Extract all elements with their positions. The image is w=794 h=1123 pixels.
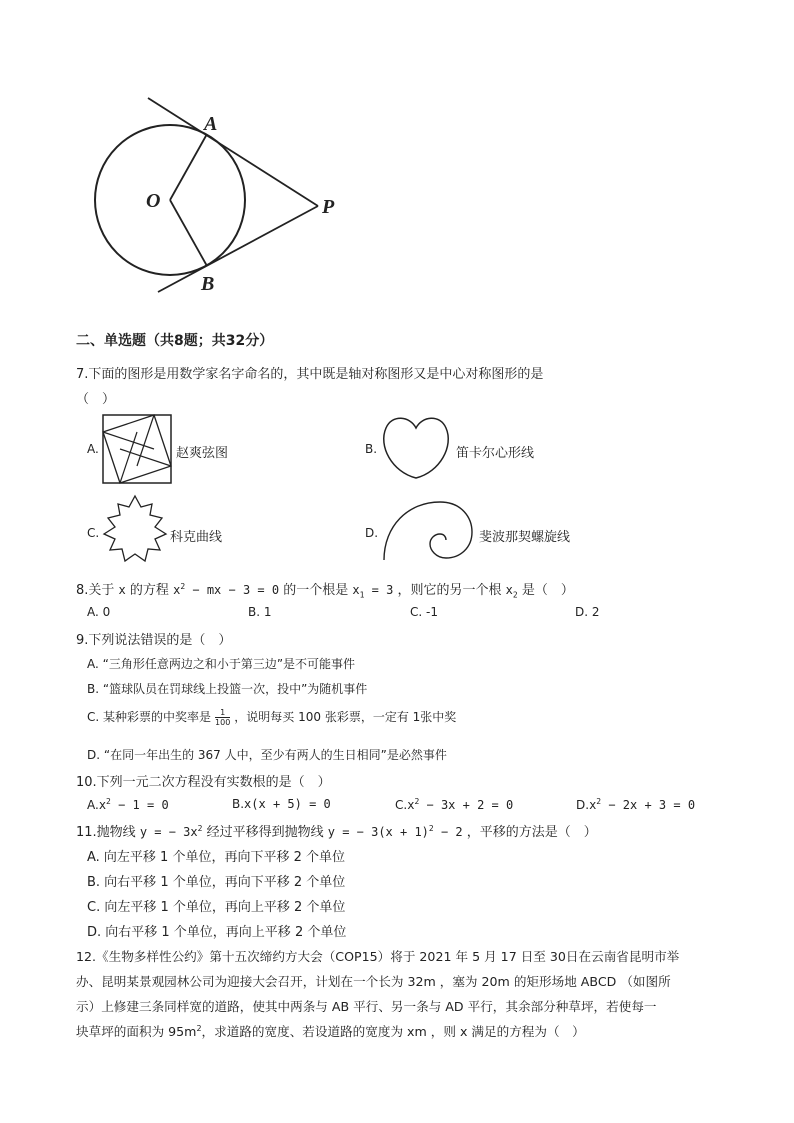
zhao-shuang-diagram-icon <box>102 414 172 484</box>
q9-option-c-post: ，说明每买 100 张彩票，一定有 1张中奖 <box>234 710 457 724</box>
q10-d-eq-a: x <box>589 798 597 812</box>
q12-line-3: 示）上修建三条同样宽的道路，使其中两条与 AB 平行、另一条与 AD 平行，其余部分种草坪，若使每一 <box>76 999 657 1014</box>
q10-c-eq-sup: 2 <box>414 797 420 806</box>
q8-stem-b: 的方程 <box>129 583 169 598</box>
cardioid-icon <box>380 414 452 480</box>
tangent-line-pa <box>148 98 318 206</box>
q10-a-eq-a: x <box>98 798 107 812</box>
q9-option-c <box>87 708 456 727</box>
q7-option-a-letter: A. <box>87 442 99 456</box>
radius-ob <box>170 200 207 266</box>
q11-stem-c: ，平移的方法是（ ） <box>466 825 597 840</box>
q10-stem: 10.下列一元二次方程没有实数根的是（ ） <box>76 775 331 790</box>
label-a: A <box>204 113 218 135</box>
q7-option-c-text: 科克曲线 <box>170 530 223 545</box>
tangent-figure <box>80 90 350 305</box>
q7-paren: （ ） <box>76 392 116 407</box>
q9-option-c-pre: C. 某种彩票的中奖率是 <box>87 710 212 724</box>
q12-line-4 <box>76 1021 585 1040</box>
q11-option-d: D. 向右平移 1 个单位，再向上平移 2 个单位 <box>87 925 347 940</box>
q11-stem-a: 11.抛物线 <box>76 825 136 840</box>
q10-option-c <box>395 797 513 812</box>
q9-fraction <box>215 708 230 727</box>
q8-eq-a: x <box>173 583 181 597</box>
q10-d-letter: D. <box>576 798 590 812</box>
label-p: P <box>322 196 335 218</box>
q10-a-eq-sup: 2 <box>106 797 111 806</box>
q12-line-4-sup: 2 <box>196 1023 202 1033</box>
q8-root-b: = 3 <box>364 583 394 597</box>
q8-option-a: A. 0 <box>87 605 111 619</box>
q8-option-b: B. 1 <box>248 605 272 619</box>
q12-line-4-a: 块草坪的面积为 95m <box>76 1024 197 1039</box>
q8-root <box>352 583 394 600</box>
q9-option-a: A. “三角形任意两边之和小于第三边”是不可能事件 <box>87 657 356 671</box>
q8-other-root <box>505 583 518 600</box>
q11-option-b: B. 向右平移 1 个单位，再向下平移 2 个单位 <box>87 875 346 890</box>
q11-eq2 <box>328 825 463 839</box>
q7-stem: 7.下面的图形是用数学家名字命名的，其中既是轴对称图形又是中心对称图形的是 <box>76 367 544 382</box>
q11-option-c: C. 向左平移 1 个单位，再向上平移 2 个单位 <box>87 900 346 915</box>
q8-option-d: D. 2 <box>575 605 600 619</box>
q10-d-eq-sup: 2 <box>596 797 602 806</box>
q8-other-a: x <box>505 583 513 597</box>
radius-oa <box>170 134 207 200</box>
tangent-line-pb <box>158 206 318 292</box>
q11-stem-b: 经过平移得到抛物线 <box>206 825 324 840</box>
q11-eq1-sup: 2 <box>197 824 203 833</box>
q8-stem-e: 是（ ） <box>521 583 574 598</box>
q9-fraction-num: 1 <box>215 708 230 718</box>
q11-eq1-a: y = − 3x <box>139 825 198 839</box>
q7-option-a-text: 赵爽弦图 <box>176 446 229 461</box>
q10-d-eq <box>589 798 695 812</box>
q8-equation <box>173 583 279 597</box>
q7-option-d-letter: D. <box>365 526 379 540</box>
q7-option-b-letter: B. <box>365 442 378 456</box>
q8-option-c: C. -1 <box>410 605 438 619</box>
q12-line-2: 办、昆明某景观园林公司为迎接大会召开，计划在一个长为 32m ，塞为 20m 的矩形场地 ABCD （如图所 <box>76 974 671 989</box>
q9-fraction-den: 100 <box>215 718 231 727</box>
q8-stem-a: 8.关于 <box>76 583 115 598</box>
q11-eq2-a: y = − 3(x + 1) <box>327 825 429 839</box>
q9-option-d: D. “在同一年出生的 367 人中，至少有两人的生日相同”是必然事件 <box>87 748 447 762</box>
q7-option-c-letter: C. <box>87 526 100 540</box>
q11-eq1 <box>140 825 203 839</box>
q10-c-letter: C. <box>395 798 408 812</box>
q10-b-eq: x(x + 5) = 0 <box>244 797 331 811</box>
q10-a-letter: A. <box>87 798 99 812</box>
label-b: B <box>201 273 215 295</box>
q11-option-a: A. 向左平移 1 个单位，再向下平移 2 个单位 <box>87 850 346 865</box>
q8-root-sub: 1 <box>359 590 365 600</box>
label-o: O <box>146 190 161 212</box>
q10-b-letter: B. <box>232 797 245 811</box>
q8-other-sub: 2 <box>512 590 518 600</box>
q10-option-b <box>232 797 331 811</box>
koch-snowflake-icon <box>100 494 170 566</box>
q8-root-a: x <box>352 583 360 597</box>
q10-option-a <box>87 797 169 812</box>
q10-d-eq-b: − 2x + 3 = 0 <box>601 798 696 812</box>
q11-eq2-sup: 2 <box>428 824 434 833</box>
q9-option-b: B. “篮球队员在罚球线上投篮一次，投中”为随机事件 <box>87 682 368 696</box>
section-title: 二、单选题（共8题；共32分） <box>76 333 274 349</box>
q10-c-eq-b: − 3x + 2 = 0 <box>419 798 514 812</box>
q8-var-x: x <box>118 583 126 597</box>
q8-stem-c: 的一个根是 <box>283 583 349 598</box>
q10-a-eq <box>99 798 169 812</box>
fibonacci-spiral-icon <box>382 498 474 562</box>
q10-option-d <box>576 797 695 812</box>
q8-eq-b: − mx − 3 = 0 <box>185 583 280 597</box>
q10-c-eq-a: x <box>407 798 415 812</box>
q10-c-eq <box>407 798 513 812</box>
q11-eq2-b: − 2 <box>433 825 463 839</box>
q8-eq-sup: 2 <box>180 582 186 591</box>
q8-stem-d: ，则它的另一个根 <box>397 583 502 598</box>
q12-line-4-b: ，求道路的宽度、若设道路的宽度为 xm ，则 x 满足的方程为（ ） <box>201 1024 585 1039</box>
q8-stem <box>76 579 574 599</box>
q7-option-d-text: 斐波那契螺旋线 <box>479 530 571 545</box>
q9-stem: 9.下列说法错误的是（ ） <box>76 633 232 648</box>
q11-stem <box>76 821 597 840</box>
q7-option-b-text: 笛卡尔心形线 <box>456 446 535 461</box>
q10-a-eq-b: − 1 = 0 <box>110 798 169 812</box>
q12-line-1: 12.《生物多样性公约》第十五次缔约方大会（COP15）将于 2021 年 5 月 17 日至 30日在云南省昆明市举 <box>76 949 680 964</box>
